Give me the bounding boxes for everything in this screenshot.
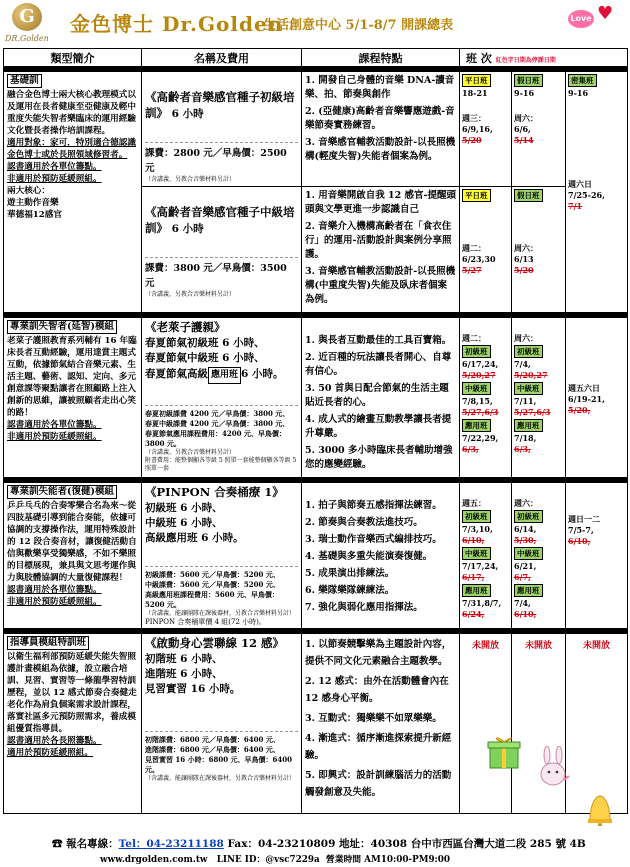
schedule-weekday: 未開放 (460, 634, 512, 814)
table-row (4, 72, 628, 187)
love-badge-icon: Love (568, 10, 594, 28)
schedule-weekday: 週二： 初級班 6/17,24, 5/20,27 中級班 7/8,15, 5/27,6/3 應用班 7/22,29, 6/3, (460, 318, 512, 478)
schedule-intensive: 密集班 9-16 週六日 7/25-26, 7/1 (566, 72, 628, 313)
schedule-saturday: 周六： 初級班 7/4, 5/20,27 中級班 7/11, 5/27,6/3 應用班 7/18, 6/3, (512, 318, 566, 478)
features-cell: 1. 以節奏競擊樂為主題設計內容，提供不同文化元素融合主題教學。 2. 12 感式：由外在活動體會內在 12 感身心平衡。 3. 互動式：獨樂樂不如眾樂樂。 4. 漸進式：循序漸進探索提升新經驗。 5. 即興式：設計訓練腦活力的活動觸發創意及失能。 (302, 634, 460, 814)
website-link[interactable]: www.drgolden.com.tw (100, 855, 208, 865)
type-cell: 專業訓失智者(延智)模組 老菜子護照教育系列輔有 16 年臨床長者互動經驗，運用達賞主題式互動，依據節氣結合音樂元素、生活主題、藝術、認知、定向、多元創意課等聚點讓者在照顧路上注入創新的思維，讓被照顧者走出心笑的路！ 認書適用於各單位籌點。 非適用於預防延緩照組。 (4, 318, 142, 478)
schedule-saturday: 週六： 初級班 6/14, 5/30, 中級班 6/21, 6/7, 應用班 7/4, 6/10, (512, 483, 566, 629)
type-cell: 專業訓失能者(復健)模組 乒乒乓乓的合奏零樂合名為來～從四肢基礎引導到能合奏能，依據可協調的支撐操作法，運用特殊設計的 12 段合奏音材，讓復健活動自信與歡樂享受獨樂感，不如不樂照的目標展現，兼具與文思考運作與力與肢體協調的大量復健課程！ 認書適用於各單位籌點。 非適用於預防延緩照組。 (4, 483, 142, 629)
type-cell: 基礎訓 融合金色博士兩大核心教理模式以及運用在長者健康至亞健康及輕中重度失能失智者樂臨床的運用經驗文化暨長者操作培訓課程。 適用對象：家可，特別適合德認識金色博士或於長照領域修習者。 認書適用於各單位籌點。 非適用於預防延緩照組。 兩大核心： 遊主動作音樂 華德福12感官 (4, 72, 142, 313)
footer-web: www.drgolden.com.tw LINE ID：@vsc7229a 營業時間 AM10:00-PM9:00 (100, 855, 451, 865)
phone-link[interactable]: Tel：04-23211188 (118, 838, 224, 850)
course-cell: 《高齡者音樂感官種子中級培訓》 6 小時 課費：3800 元／早鳥價：3500 元 （含講義、另教合音樂材料另計） (142, 187, 302, 313)
dr-golden-logo-icon: G (12, 3, 42, 31)
page-header (0, 0, 630, 46)
features-cell: 1. 與長者互動最佳的工具百寶箱。 2. 近百種的玩法讓長者開心、自尊有信心。 3. 50 首與日配合節氣的生活主題貼近長者的心。 4. 成人式的繪畫互動教學讓長者提升尊嚴。 5. 3000 多小時臨床長者輔助增強您的應變經驗。 (302, 318, 460, 478)
phone-icon: ☎ (52, 838, 63, 850)
page-title: 金色博士 Dr.Golden (70, 12, 284, 36)
page-subtitle: 生活創意中心 5/1-8/7 開課總表 (263, 18, 454, 33)
features-cell: 1. 用音樂開啟自我 12 感官-提醒頭頭與文學更進一步認識自己 2. 音樂介入機構高齡者在「食衣住行」的運用-活動設計與案例分享照護。 3. 音樂感官輔教活動設計-以長照機構(中重度失智)失能及臥床者個案為例。 (302, 187, 460, 313)
schedule-saturday: 假日班 周六： 6/13 5/20 (512, 187, 566, 313)
schedule-intensive: 週日一二 7/5-7, 6/10, (566, 483, 628, 629)
features-cell: 1. 開發自己身體的音樂 DNA-讀音樂、拍、節奏與創作 2. (亞健康)高齡者音樂響應遊戲-音樂節奏實務練習。 3. 音樂感官輔教活動設計-以長照機構(輕度失智)失能者個案為例。 (302, 72, 460, 187)
schedule-weekday: 平日班 週二： 6/23,30 5/27 (460, 187, 512, 313)
course-cell: 《高齡者音樂感官種子初級培訓》 6 小時 課費：2800 元／早鳥價：2500 元 （含講義、另教合音樂材料另計） (142, 72, 302, 187)
features-cell: 1. 拍子與節奏五感指揮法練習。 2. 節奏與合奏教法進技巧。 3. 瑞士動作音樂西式編排技巧。 4. 基礎與多重失能演奏復健。 5. 成果演出排練法。 6. 樂隊樂隊練練法。 7. 強化與弱化應用指揮法。 (302, 483, 460, 629)
schedule-intensive: 未開放 (566, 634, 628, 814)
bunny-icon (536, 746, 570, 786)
course-cell: 《老萊子護親》 春夏節氣初級班 6 小時、 春夏節氣中級班 6 小時、 春夏節氣高級 應用班 6 小時。 春夏初級課費 4200 元／早鳥價：3800 元、 春夏中級課費 4200 元／早鳥價：3800 元、 春夏節氣應用課程費用：4200 元、早鳥價：3800 元。 （含講義、另教合音樂材料另計） 附書費用：能整個顯各等級 5 照單一套能整個顯各等級 5 照單一套 (142, 318, 302, 478)
course-cell: 《PINPON 合奏桶療 1》 初級班 6 小時、 中級班 6 小時、 高級應用班 6 小時。 初級課費：5600 元／早鳥價：5200 元、 中級課費：5600 元／早鳥價：5200 元、 高級應用班課程費用：5600 元、早鳥價：5200 元。 （含講義、能讓團隊在課後器材，另教合音樂材料另計） PINPON 合奏桶單價 4 組(72 小時)。 (142, 483, 302, 629)
course-table (3, 48, 628, 814)
table-header-row (4, 49, 628, 67)
col-name-header: 名稱及費用 (142, 49, 302, 67)
col-features-header: 課程特點 (302, 49, 460, 67)
gift-icon (486, 734, 522, 770)
schedule-saturday: 未開放 (512, 634, 566, 814)
table-row (4, 318, 628, 478)
heart-icon: ♥ (597, 3, 614, 24)
bell-icon (582, 790, 618, 826)
course-cell: 《啟動身心雲聯線 12 感》 初階班 6 小時、 進階班 6 小時、 見習實習 16 小時。 初階課費：6800 元／早鳥價：6400 元、 進階課費：6800 元／早鳥價：6400 元、 見習實習 16 小時：6800 元、早鳥價：6400 元。 （含講義、能讓團隊在課後器材，另教合音樂材料另計） (142, 634, 302, 814)
footer-contact: ☎ 報名專線：Tel：04-23211188 Fax：04-23210809 地址：40308 台中市西區台灣大道二段 285 號 4B (52, 838, 586, 850)
schedule-intensive: 週五六日 6/19-21, 5/20, (566, 318, 628, 478)
schedule-weekday: 週五： 初級班 7/3,10, 6/10, 中級班 7/17,24, 6/17, 應用班 7/31,8/7, 6/24, (460, 483, 512, 629)
logo-text: DR.Golden (5, 34, 49, 43)
schedule-saturday: 假日班 9-16 周六： 6/6, 5/14 (512, 72, 566, 187)
table-row (4, 634, 628, 814)
type-cell: 指導員模組特訓班 以衛生福利部預防延緩失能失智照護計畫模組為依據，設立融合培訓、見習、實習等一條龍學習特訓歷程，並以 12 感式節奏合奏健走老化作為肩負個案需求設計課程，落實社區多元預防照需求，養成模組優質指導員。 認書適用於各長照籌點。 適用於預防延緩照組。 (4, 634, 142, 814)
col-type-header: 類型簡介 (4, 49, 142, 67)
table-row (4, 483, 628, 629)
schedule-weekday: 平日班 18-21 週三： 6/9,16, 5/20 (460, 72, 512, 187)
col-schedule-header: 班 次 紅色字日期為停課日期 (460, 49, 628, 67)
